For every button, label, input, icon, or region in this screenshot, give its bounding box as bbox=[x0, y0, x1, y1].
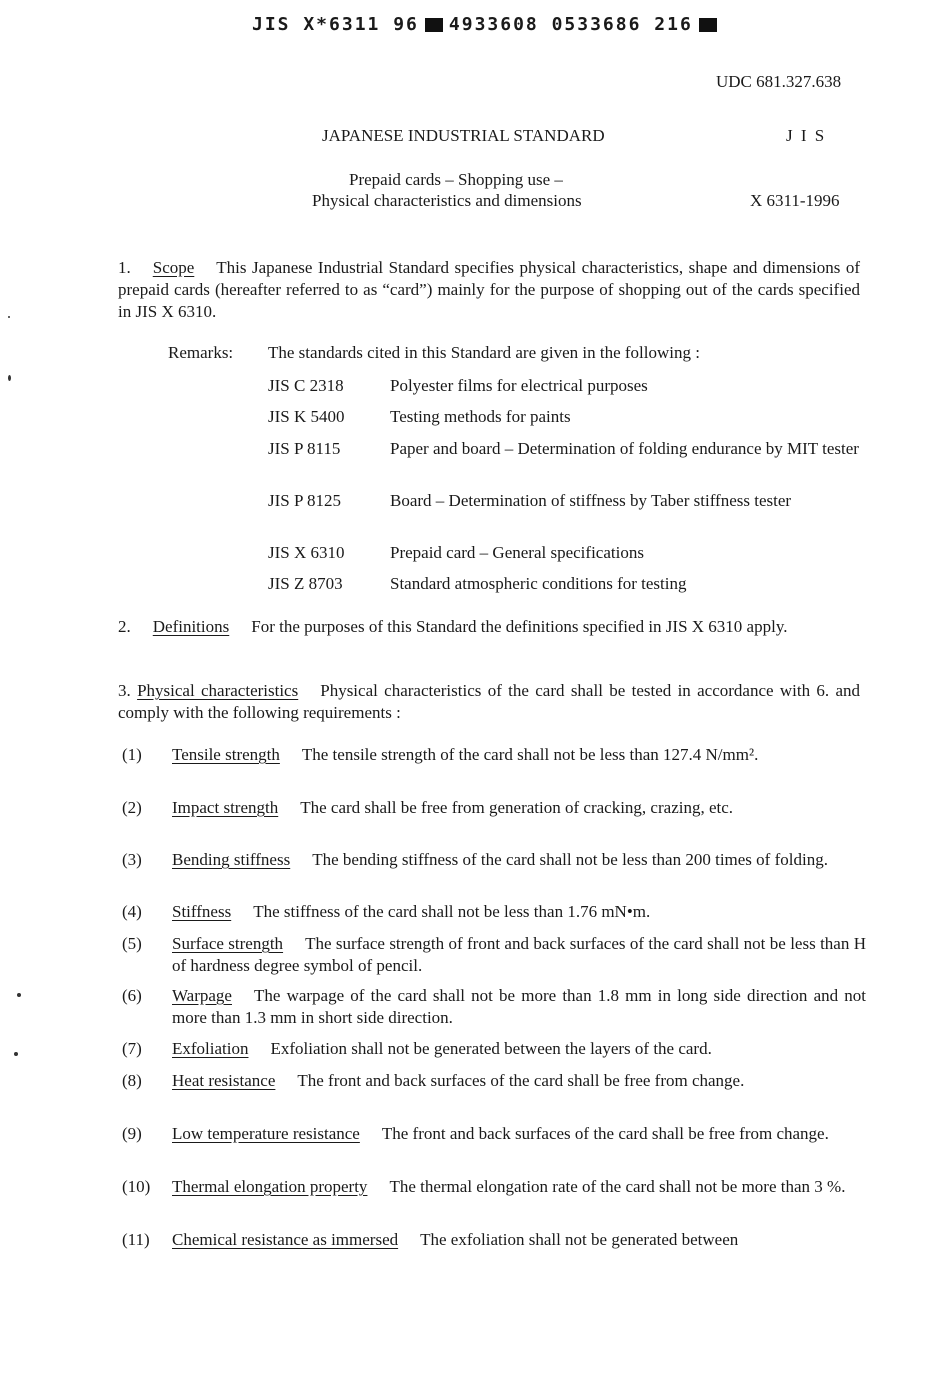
standard-org: JAPANESE INDUSTRIAL STANDARD bbox=[322, 126, 605, 145]
section-text: Physical characteristics of the card shall be tested in accordance with 6. and comply with the following requirements : bbox=[118, 681, 861, 722]
requirement-text: The card shall be free from generation of cracking, crazing, etc. bbox=[300, 798, 734, 817]
requirement-number: (8) bbox=[122, 1071, 142, 1090]
requirement-text: The exfoliation shall not be generated between bbox=[420, 1230, 739, 1249]
requirement-number: (2) bbox=[122, 798, 142, 817]
section-definitions bbox=[118, 616, 860, 638]
title-line-1: Prepaid cards – Shopping use – bbox=[349, 170, 563, 189]
requirement-number: (11) bbox=[122, 1230, 150, 1249]
remarks-code: JIS Z 8703 bbox=[268, 574, 343, 593]
requirement-heading: Chemical resistance as immersed bbox=[172, 1230, 399, 1249]
requirement-text: The warpage of the card shall not be more than 1.8 mm in long side direction and not more than 1.3 mm in short side direction. bbox=[172, 986, 866, 1027]
redaction-block-icon bbox=[425, 18, 443, 32]
standard-number: X 6311-1996 bbox=[750, 191, 840, 210]
section-number: 3. bbox=[118, 681, 131, 700]
section-text: This Japanese Industrial Standard specifies physical characteristics, shape and dimensions of prepaid cards (hereafter referred to as “card”) mainly for the purpose of shopping out of the cards specified in JIS X 6310. bbox=[118, 258, 860, 321]
requirement-heading: Tensile strength bbox=[172, 745, 280, 764]
requirement-number: (1) bbox=[122, 745, 142, 764]
remarks-desc: Testing methods for paints bbox=[390, 407, 571, 426]
remarks-code: JIS P 8115 bbox=[268, 439, 341, 458]
requirement-text: The front and back surfaces of the card shall be free from change. bbox=[297, 1071, 745, 1090]
requirement-heading: Low temperature resistance bbox=[172, 1124, 360, 1143]
requirement-number: (10) bbox=[122, 1177, 151, 1196]
udc-number: UDC 681.327.638 bbox=[716, 72, 842, 91]
remarks-desc: Polyester films for electrical purposes bbox=[390, 376, 648, 395]
scan-speck bbox=[17, 993, 21, 997]
requirement-number: (4) bbox=[122, 902, 142, 921]
section-number: 1. bbox=[118, 258, 131, 277]
requirement-heading: Stiffness bbox=[172, 902, 232, 921]
requirement-text: The tensile strength of the card shall not be less than 127.4 N/mm². bbox=[301, 745, 759, 764]
requirement-number: (5) bbox=[122, 934, 142, 953]
requirement-heading: Warpage bbox=[172, 986, 232, 1005]
requirement-heading: Exfoliation bbox=[172, 1039, 249, 1058]
scan-header-barcode: 4933608 0533686 216 bbox=[448, 14, 693, 35]
remarks-desc: Paper and board – Determination of folding endurance by MIT tester bbox=[390, 439, 859, 458]
requirement-number: (9) bbox=[122, 1124, 142, 1143]
scan-header bbox=[252, 14, 723, 35]
requirement-number: (3) bbox=[122, 850, 142, 869]
section-heading: Definitions bbox=[152, 617, 230, 636]
remarks-label: Remarks: bbox=[168, 343, 234, 362]
requirement-heading: Thermal elongation property bbox=[172, 1177, 368, 1196]
requirement-text: The bending stiffness of the card shall not be less than 200 times of folding. bbox=[312, 850, 828, 869]
requirement-text: The stiffness of the card shall not be less than 1.76 mN•m. bbox=[253, 902, 651, 921]
section-heading: Scope bbox=[152, 258, 195, 277]
requirement-heading: Heat resistance bbox=[172, 1071, 276, 1090]
section-physical bbox=[118, 680, 860, 724]
scan-speck bbox=[8, 375, 11, 381]
section-heading: Physical characteristics bbox=[137, 681, 299, 700]
requirement-heading: Impact strength bbox=[172, 798, 279, 817]
remarks-code: JIS C 2318 bbox=[268, 376, 344, 395]
requirement-text: The thermal elongation rate of the card shall not be more than 3 %. bbox=[389, 1177, 846, 1196]
title-line-2: Physical characteristics and dimensions bbox=[312, 191, 582, 210]
remarks-desc: Standard atmospheric conditions for testing bbox=[390, 574, 687, 593]
redaction-block-icon bbox=[699, 18, 717, 32]
scan-header-left: JIS X*6311 96 bbox=[252, 14, 419, 35]
requirement-number: (7) bbox=[122, 1039, 142, 1058]
section-number: 2. bbox=[118, 617, 131, 636]
section-scope bbox=[118, 257, 860, 323]
requirement-heading: Bending stiffness bbox=[172, 850, 291, 869]
remarks-desc: Board – Determination of stiffness by Taber stiffness tester bbox=[390, 491, 792, 510]
requirement-text: The front and back surfaces of the card shall be free from change. bbox=[381, 1124, 829, 1143]
requirement-text: The surface strength of front and back surfaces of the card shall not be less than H of hardness degree symbol of pencil. bbox=[172, 934, 866, 975]
jis-mark: J I S bbox=[786, 126, 827, 145]
requirement-text: Exfoliation shall not be generated between the layers of the card. bbox=[270, 1039, 712, 1058]
remarks-intro: The standards cited in this Standard are given in the following : bbox=[268, 343, 700, 362]
remarks-code: JIS X 6310 bbox=[268, 543, 345, 562]
remarks-code: JIS K 5400 bbox=[268, 407, 345, 426]
remarks-desc: Prepaid card – General specifications bbox=[390, 543, 644, 562]
section-text: For the purposes of this Standard the definitions specified in JIS X 6310 apply. bbox=[251, 617, 788, 636]
scan-speck bbox=[8, 316, 10, 318]
requirement-number: (6) bbox=[122, 986, 142, 1005]
scan-speck bbox=[14, 1052, 18, 1056]
remarks-code: JIS P 8125 bbox=[268, 491, 342, 510]
requirement-heading: Surface strength bbox=[172, 934, 284, 953]
